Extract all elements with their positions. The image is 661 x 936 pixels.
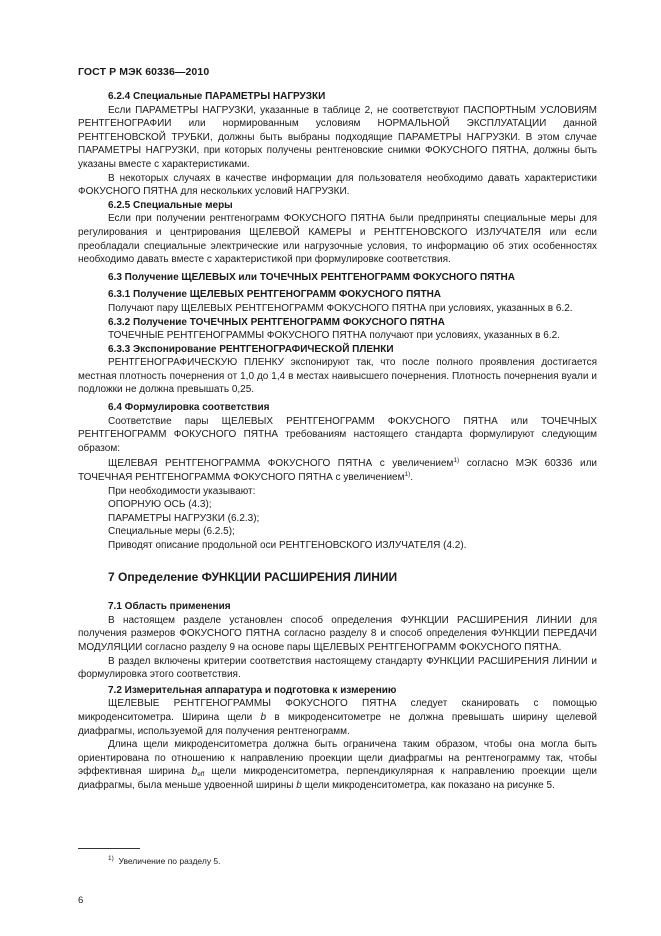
footnote-ref: 1) bbox=[453, 457, 460, 465]
paragraph: ЩЕЛЕВЫЕ РЕНТГЕНОГРАММЫ ФОКУСНОГО ПЯТНА следует сканировать с помощью микроденситометра. Ширина щели b в микроденситометре не должна превышать ширину щелевой диафрагмы, используемой для получения рентгенограмм. bbox=[78, 698, 597, 737]
paragraph: В настоящем разделе установлен способ определения ФУНКЦИИ РАСШИРЕНИЯ ЛИНИИ для получения размеров ФОКУСНОГО ПЯТНА согласно разделу 8 и способ определения ФУНКЦИИ ПЕРЕДАЧИ МОДУЛЯЦИИ согласно разделу 9 на основе пары ЩЕЛЕВЫХ РЕНТГЕНОГРАММ ФОКУСНОГО ПЯТНА. bbox=[78, 614, 597, 653]
paragraph: Если ПАРАМЕТРЫ НАГРУЗКИ, указанные в таблице 2, не соответствуют ПАСПОРТНЫМ УСЛОВИЯМ РЕНТГЕНОГРАФИИ или нормированным условиям НОРМАЛЬНОЙ ЭКСПЛУАТАЦИИ данной РЕНТГЕНОВСКОЙ ТРУБКИ, должны быть выбраны подходящие ПАРАМЕТРЫ НАГРУЗКИ. В этом случае ПАРАМЕТРЫ НАГРУЗКИ, при которых получены рентгеновские снимки ФОКУСНОГО ПЯТНА, должны быть указаны вместе с характеристиками. bbox=[78, 104, 597, 170]
heading-6-3-1: 6.3.1 Получение ЩЕЛЕВЫХ РЕНТГЕНОГРАММ ФОКУСНОГО ПЯТНА bbox=[108, 289, 442, 301]
list-item: При необходимости указывают: bbox=[108, 485, 256, 497]
heading-6-2-4: 6.2.4 Специальные ПАРАМЕТРЫ НАГРУЗКИ bbox=[108, 91, 326, 102]
list-item: ОПОРНУЮ ОСЬ (4.3); bbox=[108, 499, 212, 511]
page-header: ГОСТ Р МЭК 60336—2010 bbox=[78, 66, 210, 78]
paragraph: РЕНТГЕНОГРАФИЧЕСКУЮ ПЛЕНКУ экспонируют так, что после полного проявления достигается местная плотность почернения от 1,0 до 1,4 в местах наивысшего почернения. Плотность почернения вуали и подложки не должна превышать 0,25. bbox=[78, 357, 597, 396]
compliance-statement: ЩЕЛЕВАЯ РЕНТГЕНОГРАММА ФОКУСНОГО ПЯТНА с увеличением$^{1)}$ согласно МЭК 60336 или ТОЧЕЧНАЯ РЕНТГЕНОГРАММА ФОКУСНОГО ПЯТНА с увеличением$^{1)}$. bbox=[78, 457, 597, 484]
paragraph: Получают пару ЩЕЛЕВЫХ РЕНТГЕНОГРАММ ФОКУСНОГО ПЯТНА при условиях, указанных в 6.2. bbox=[108, 302, 573, 314]
heading-7-2: 7.2 Измерительная аппаратура и подготовка к измерению bbox=[108, 684, 397, 696]
heading-6-3-3: 6.3.3 Экспонирование РЕНТГЕНОГРАФИЧЕСКОЙ ПЛЕНКИ bbox=[108, 343, 394, 355]
footnote-divider bbox=[78, 848, 140, 849]
paragraph: Если при получении рентгенограмм ФОКУСНОГО ПЯТНА были предприняты специальные меры для регулирования и центрирования ЩЕЛЕВОЙ КАМЕРЫ и РЕНТГЕНОВСКОГО ИЗЛУЧАТЕЛЯ или если преобладали специальные электрические или нагрузочные условия, то информацию об этих особенностях необходимо давать вместе с характеристикой при формулировке соответствия. bbox=[78, 213, 597, 266]
paragraph: В раздел включены критерии соответствия настоящему стандарту ФУНКЦИИ РАСШИРЕНИЯ ЛИНИИ и формулировка этого соответствия. bbox=[78, 655, 597, 681]
footnote: $^{1)}$ Увеличение по разделу 5. bbox=[108, 855, 221, 866]
paragraph: В некоторых случаях в качестве информации для пользователя необходимо давать характеристики ФОКУСНОГО ПЯТНА для нескольких условий НАГРУЗКИ. bbox=[78, 172, 597, 198]
list-item: Специальные меры (6.2.5); bbox=[108, 526, 235, 538]
heading-7-1: 7.1 Область применения bbox=[108, 601, 231, 613]
heading-6-4: 6.4 Формулировка соответствия bbox=[108, 402, 270, 414]
paragraph: ТОЧЕЧНЫЕ РЕНТГЕНОГРАММЫ ФОКУСНОГО ПЯТНА получают при условиях, указанных в 6.2. bbox=[108, 330, 560, 342]
footnote-ref: 1) bbox=[404, 471, 411, 479]
list-item: Приводят описание продольной оси РЕНТГЕНОВСКОГО ИЗЛУЧАТЕЛЯ (4.2). bbox=[108, 540, 467, 551]
heading-6-3-2: 6.3.2 Получение ТОЧЕЧНЫХ РЕНТГЕНОГРАММ ФОКУСНОГО ПЯТНА bbox=[108, 316, 445, 328]
list-item: ПАРАМЕТРЫ НАГРУЗКИ (6.2.3); bbox=[108, 512, 260, 524]
page-content bbox=[78, 90, 597, 793]
paragraph: Длина щели микроденситометра должна быть ограничена таким образом, чтобы она могла быть ориентирована по отношению к направлению проекции щели диафрагмы на рентгенограмму так, чтобы эффективная ширина $b_{eff}$ щели микроденситометра, перпендикулярная к направлению проекции щели диафрагмы, была меньше удвоенной ширины b щели микроденситометра, как показано на рисунке 5. bbox=[78, 739, 597, 791]
page-number: 6 bbox=[78, 895, 84, 906]
heading-section-7: 7 Определение ФУНКЦИИ РАСШИРЕНИЯ ЛИНИИ bbox=[108, 569, 398, 584]
paragraph: Соответствие пары ЩЕЛЕВЫХ РЕНТГЕНОГРАММ ФОКУСНОГО ПЯТНА или ТОЧЕЧНЫХ РЕНТГЕНОГРАММ ФОКУСНОГО ПЯТНА требованиям настоящего стандарта формулируют следующим образом: bbox=[78, 415, 597, 454]
heading-6-3: 6.3 Получение ЩЕЛЕВЫХ или ТОЧЕЧНЫХ РЕНТГЕНОГРАММ ФОКУСНОГО ПЯТНА bbox=[108, 271, 515, 283]
heading-6-2-5: 6.2.5 Специальные меры bbox=[108, 199, 233, 211]
